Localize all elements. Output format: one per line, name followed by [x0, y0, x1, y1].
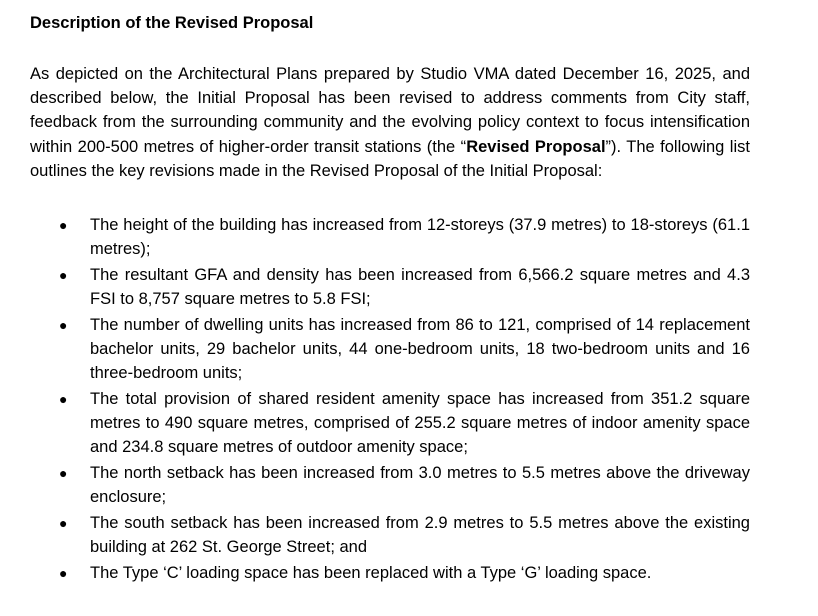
- bullet-icon: ●: [59, 316, 68, 333]
- list-item-text: The number of dwelling units has increased from 86 to 121, comprised of 14 replacement bachelor units, 29 bachelor units, 44 one-bedroom units, 18 two-bedroom units and 16 three-bedroom units;: [90, 315, 750, 383]
- revisions-list: [30, 213, 750, 585]
- intro-paragraph: [30, 62, 750, 183]
- bullet-icon: ●: [59, 390, 68, 407]
- list-item: [30, 313, 750, 386]
- list-item-text: The south setback has been increased from 2.9 metres to 5.5 metres above the existing building at 262 St. George Street; and: [90, 513, 750, 557]
- defined-term: Revised Proposal: [466, 137, 606, 156]
- list-item: [30, 263, 750, 311]
- list-item-text: The resultant GFA and density has been increased from 6,566.2 square metres and 4.3 FSI to 8,757 square metres to 5.8 FSI;: [90, 265, 750, 309]
- list-item: [30, 461, 750, 509]
- list-item: [30, 213, 750, 261]
- list-item-text: The height of the building has increased from 12-storeys (37.9 metres) to 18-storeys (61.1 metres);: [90, 216, 750, 259]
- list-item: [30, 511, 750, 559]
- list-item-text: The Type ‘C’ loading space has been replaced with a Type ‘G’ loading space.: [90, 563, 652, 582]
- list-item-text: The north setback has been increased from 3.0 metres to 5.5 metres above the driveway enclosure;: [90, 464, 750, 507]
- intro-text-start: As depicted on the Architectural Plans prepared by Studio VMA dated December 16, 2025, and described below, the Initial Proposal has been revised to address comments from City staff, feedback from the surrounding community and the evolving policy context to focus intensification within 200-500 metres of higher-order transit stations (the “: [30, 65, 750, 156]
- list-item: [30, 561, 750, 585]
- bullet-icon: ●: [59, 465, 68, 482]
- intro-text-end: ”). The following list outlines the key revisions made in the Revised Proposal of the Initial Proposal:: [30, 137, 750, 180]
- document-body: [30, 12, 750, 587]
- list-item: [30, 387, 750, 460]
- section-heading: Description of the Revised Proposal: [30, 14, 314, 32]
- bullet-icon: ●: [59, 514, 68, 531]
- bullet-icon: ●: [59, 266, 68, 283]
- bullet-icon: ●: [59, 564, 68, 581]
- list-item-text: The total provision of shared resident amenity space has increased from 351.2 square metres to 490 square metres, comprised of 255.2 square metres of indoor amenity space and 234.8 square metres of outdoor amenity space;: [90, 389, 750, 457]
- bullet-icon: ●: [59, 217, 68, 234]
